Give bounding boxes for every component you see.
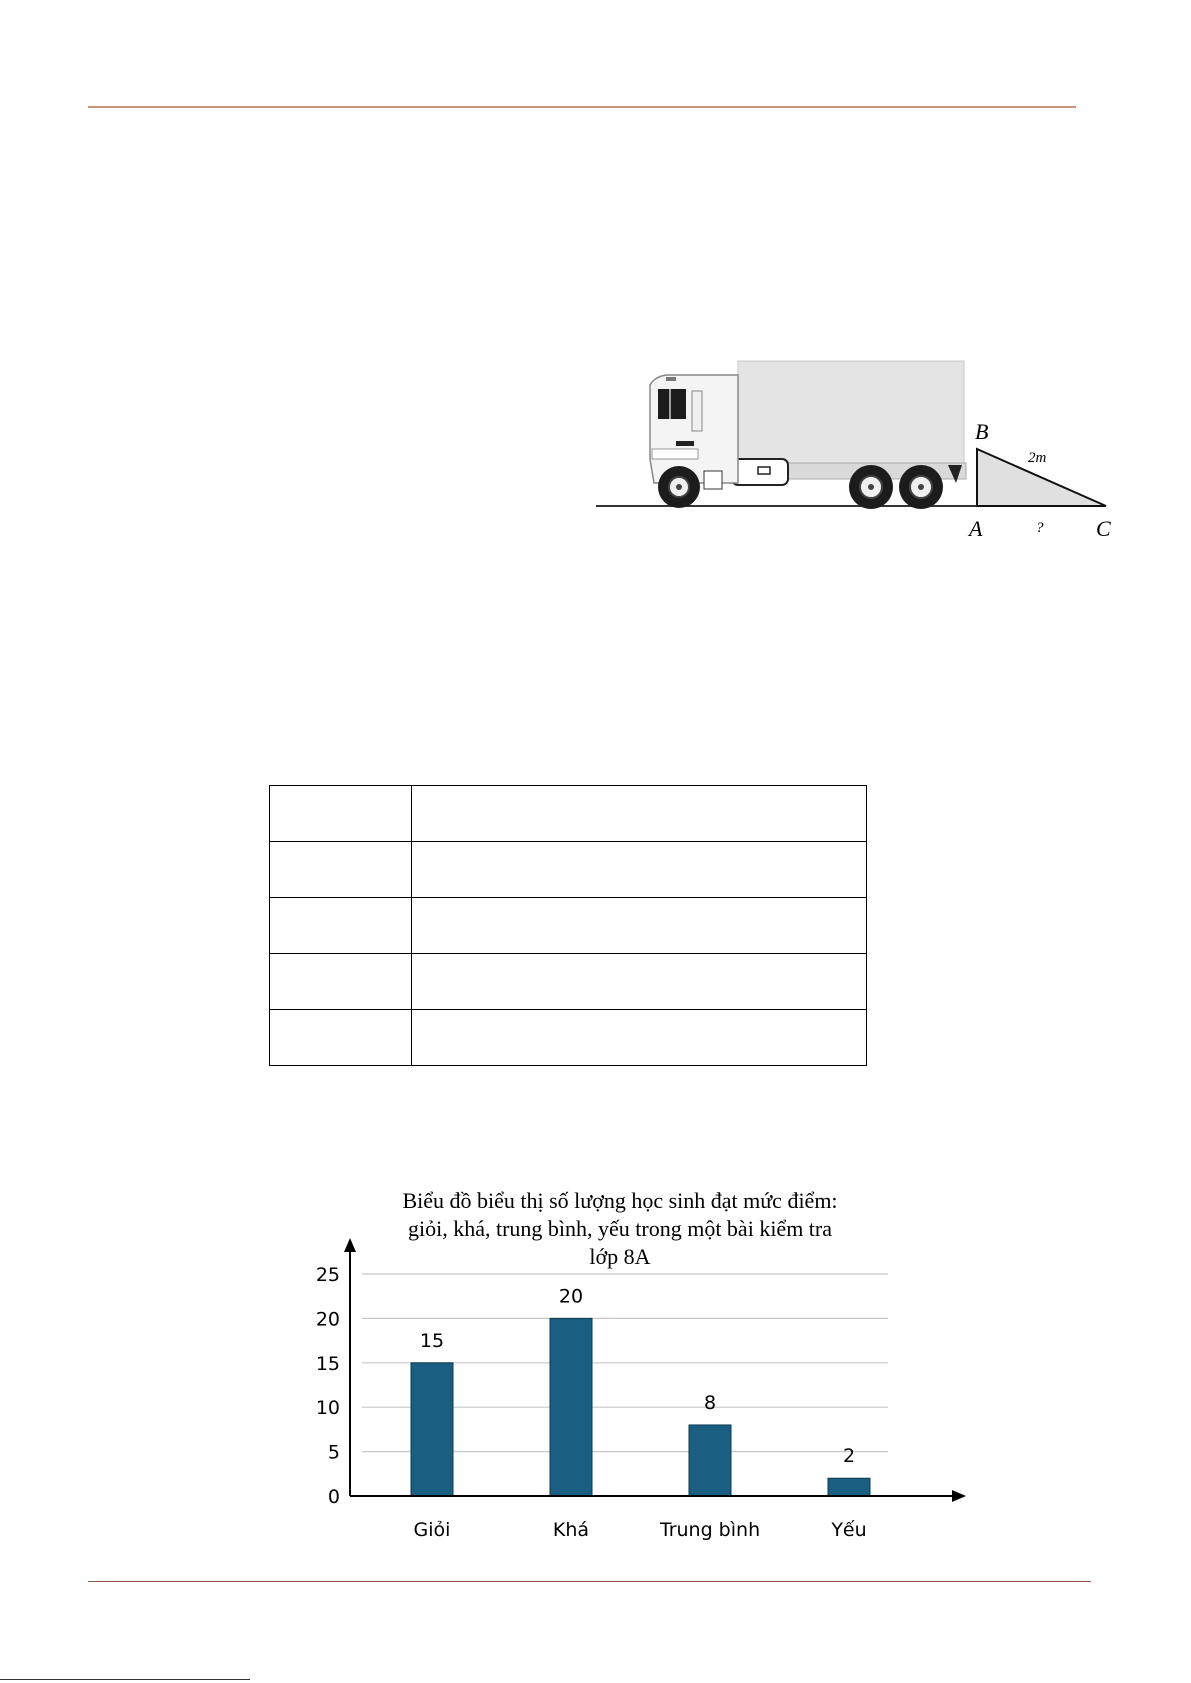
x-category-label: Yếu [831, 1519, 867, 1541]
table-cell [412, 786, 867, 842]
y-tick-label: 20 [315, 1308, 340, 1331]
point-c-label: C [1096, 516, 1111, 541]
table-cell [412, 842, 867, 898]
y-tick-label: 0 [327, 1486, 340, 1508]
bar-value-label: 20 [558, 1285, 584, 1308]
table-cell [412, 898, 867, 954]
bar-value-label: 8 [703, 1391, 717, 1414]
blank-table [269, 785, 867, 1066]
x-axis-arrow [952, 1490, 966, 1502]
y-tick-label: 25 [315, 1264, 340, 1286]
table-row [270, 842, 867, 898]
table-cell [412, 954, 867, 1010]
y-tick-label: 5 [327, 1441, 340, 1464]
footnote-rule [0, 1679, 250, 1680]
table-row [270, 1010, 867, 1066]
bar-value-label: 15 [419, 1329, 445, 1352]
footer-rule [88, 1581, 1091, 1582]
table-cell [270, 842, 412, 898]
chart-title-line: giỏi, khá, trung bình, yếu trong một bài kiểm tra [407, 1216, 833, 1241]
y-tick-label: 15 [315, 1352, 340, 1375]
bar [828, 1478, 870, 1496]
table-row [270, 786, 867, 842]
chart-title-line: lớp 8A [589, 1244, 651, 1269]
bar [689, 1425, 731, 1496]
unknown-length-label: ? [1036, 520, 1044, 536]
truck-ramp-figure [596, 355, 1116, 545]
y-tick-label: 10 [315, 1397, 340, 1420]
point-b-label: B [975, 419, 989, 444]
y-axis-arrow [344, 1238, 356, 1252]
table-row [270, 898, 867, 954]
bar-value-label: 2 [842, 1445, 856, 1468]
bar [550, 1318, 592, 1496]
table-cell [270, 954, 412, 1010]
table-cell [270, 898, 412, 954]
point-a-label: A [969, 516, 983, 541]
x-category-label: Khá [552, 1519, 590, 1541]
table-row [270, 954, 867, 1010]
x-category-label: Giỏi [413, 1519, 451, 1541]
hypotenuse-label: 2m [1028, 450, 1047, 466]
table-cell [270, 786, 412, 842]
bar-chart [300, 1236, 980, 1556]
table-cell [270, 1010, 412, 1066]
table-cell [412, 1010, 867, 1066]
header-rule [88, 106, 1076, 108]
bar [411, 1363, 453, 1496]
chart-title-line: Biểu đồ biểu thị số lượng học sinh đạt mức điểm: [402, 1188, 838, 1213]
x-category-label: Trung bình [659, 1519, 761, 1541]
